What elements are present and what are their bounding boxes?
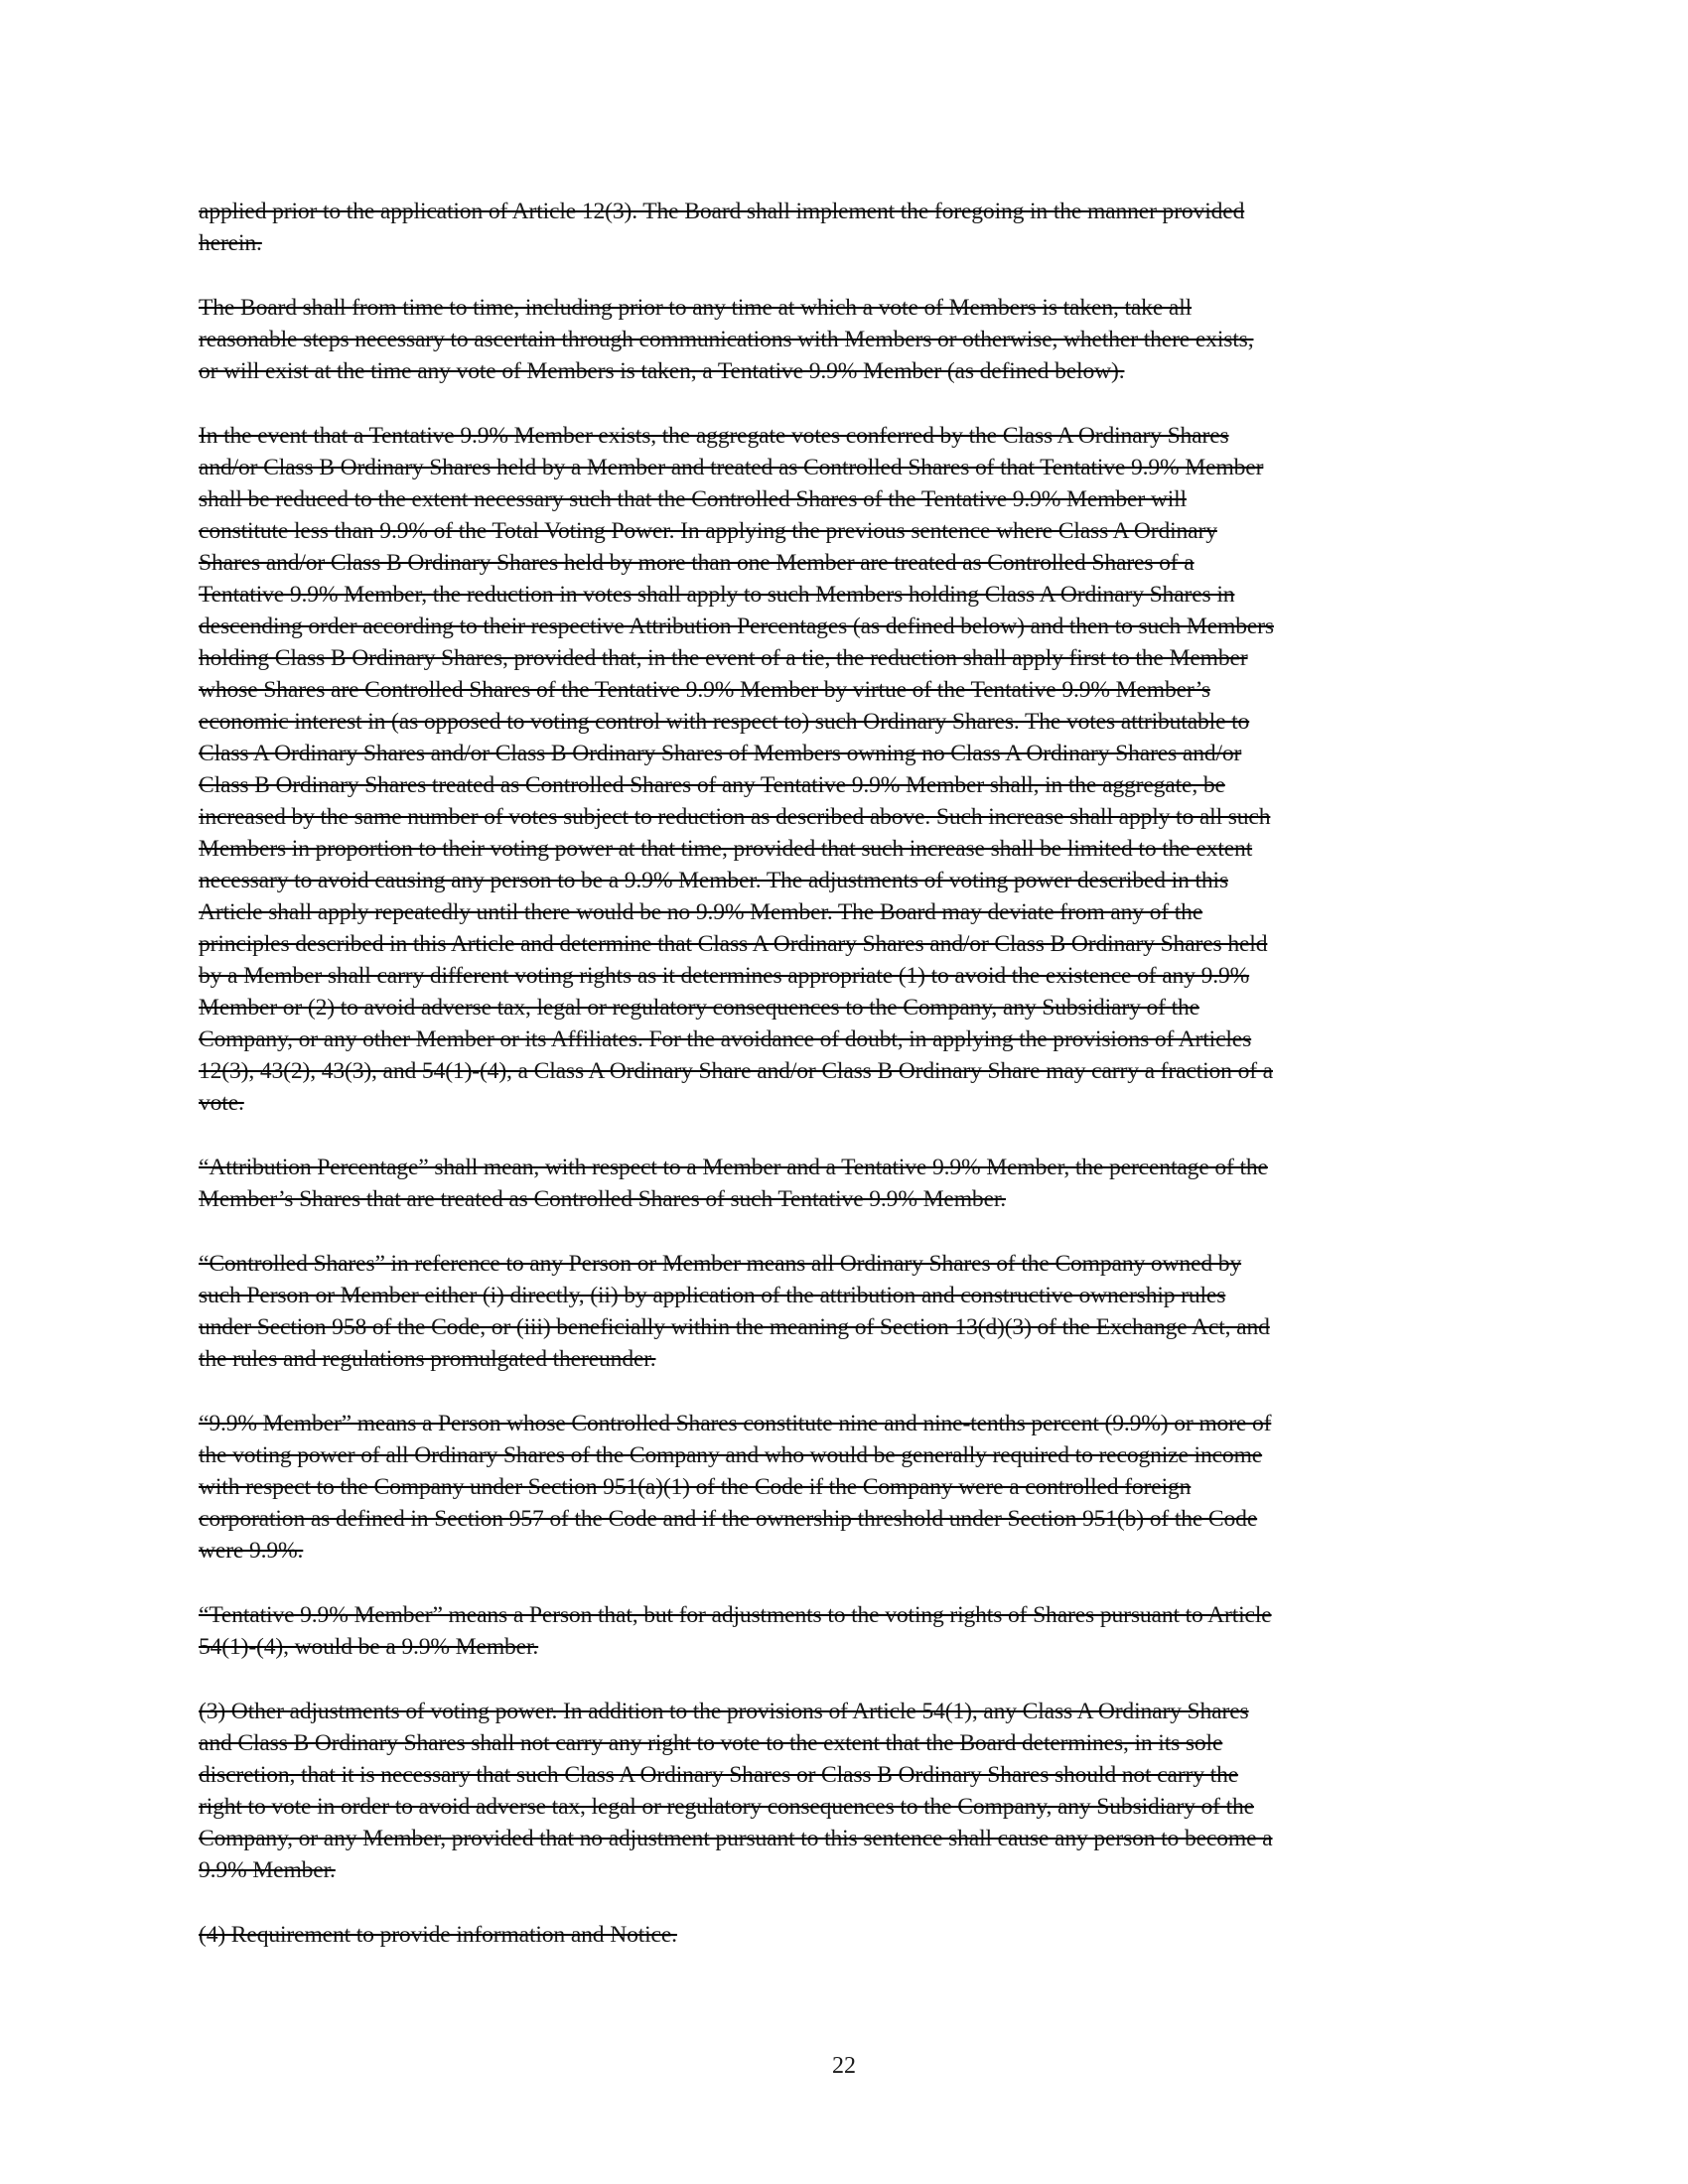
text-line: the voting power of all Ordinary Shares of the Company and who would be generally required to recognize income — [199, 1442, 1263, 1468]
text-line: 12(3), 43(2), 43(3), and 54(1)-(4), a Class A Ordinary Share and/or Class B Ordinary Share may carry a fraction of a — [199, 1058, 1274, 1084]
text-line: Shares and/or Class B Ordinary Shares held by more than one Member are treated as Controlled Shares of a — [199, 550, 1195, 576]
section-heading: (4) Requirement to provide information and Notice. — [199, 1922, 677, 1948]
paragraph-board-shall-ascertain — [199, 292, 1484, 387]
text-line: right to vote in order to avoid adverse tax, legal or regulatory consequences to the Company, any Subsidiary of the — [199, 1794, 1254, 1820]
text-line: holding Class B Ordinary Shares, provided that, in the event of a tie, the reduction shall apply first to the Member — [199, 645, 1248, 671]
text-line: were 9.9%. — [199, 1538, 304, 1564]
text-line: vote. — [199, 1090, 244, 1116]
paragraph-applied-prior — [199, 196, 1484, 259]
text-line: Class B Ordinary Shares treated as Controlled Shares of any Tentative 9.9% Member shall, in the aggregate, be — [199, 772, 1225, 798]
page-number: 22 — [832, 2053, 856, 2079]
text-line: “Controlled Shares” in reference to any Person or Member means all Ordinary Shares of the Company owned by — [199, 1251, 1242, 1277]
text-line: and Class B Ordinary Shares shall not carry any right to vote to the extent that the Board determines, in its sole — [199, 1730, 1223, 1756]
text-line: discretion, that it is necessary that such Class A Ordinary Shares or Class B Ordinary Shares should not carry the — [199, 1762, 1239, 1788]
text-line: reasonable steps necessary to ascertain through communications with Members or otherwise, whether there exists, — [199, 327, 1254, 352]
text-line: and/or Class B Ordinary Shares held by a Member and treated as Controlled Shares of that Tentative 9.9% Member — [199, 455, 1264, 480]
text-line: herein. — [199, 230, 262, 256]
text-line: Company, or any other Member or its Affiliates. For the avoidance of doubt, in applying the provisions of Articles — [199, 1026, 1252, 1052]
text-line: (3) Other adjustments of voting power. In addition to the provisions of Article 54(1), any Class A Ordinary Shares — [199, 1699, 1249, 1724]
text-line: Company, or any Member, provided that no adjustment pursuant to this sentence shall cause any person to become a — [199, 1826, 1273, 1851]
document-body — [199, 196, 1484, 1983]
text-line: descending order according to their respective Attribution Percentages (as defined below) and then to such Members — [199, 614, 1274, 639]
text-line: 9.9% Member. — [199, 1857, 336, 1883]
text-line: principles described in this Article and determine that Class A Ordinary Shares and/or Class B Ordinary Shares held — [199, 931, 1268, 957]
text-line: 54(1)-(4), would be a 9.9% Member. — [199, 1634, 539, 1660]
definition-controlled-shares — [199, 1248, 1484, 1375]
text-line: Tentative 9.9% Member, the reduction in votes shall apply to such Members holding Class A Ordinary Shares in — [199, 582, 1235, 608]
section-3-other-adjustments — [199, 1696, 1484, 1886]
definition-9-9-member — [199, 1408, 1484, 1567]
text-line: whose Shares are Controlled Shares of the Tentative 9.9% Member by virtue of the Tentative 9.9% Member’s — [199, 677, 1210, 703]
definition-attribution-percentage — [199, 1152, 1484, 1215]
text-line: “Attribution Percentage” shall mean, with respect to a Member and a Tentative 9.9% Member, the percentage of the — [199, 1155, 1268, 1180]
text-line: increased by the same number of votes subject to reduction as described above. Such increase shall apply to all such — [199, 804, 1271, 830]
text-line: economic interest in (as opposed to voting control with respect to) such Ordinary Shares. The votes attributable to — [199, 709, 1250, 735]
text-line: under Section 958 of the Code, or (iii) beneficially within the meaning of Section 13(d)(3) of the Exchange Act, and — [199, 1314, 1270, 1340]
paragraph-tentative-member-exists — [199, 420, 1484, 1119]
text-line: In the event that a Tentative 9.9% Member exists, the aggregate votes conferred by the Class A Ordinary Shares — [199, 423, 1229, 449]
text-line: with respect to the Company under Section 951(a)(1) of the Code if the Company were a controlled foreign — [199, 1474, 1192, 1500]
text-line: by a Member shall carry different voting rights as it determines appropriate (1) to avoid the existence of any 9.9% — [199, 963, 1250, 989]
text-line: corporation as defined in Section 957 of the Code and if the ownership threshold under Section 951(b) of the Code — [199, 1506, 1258, 1532]
text-line: Member’s Shares that are treated as Controlled Shares of such Tentative 9.9% Member. — [199, 1186, 1007, 1212]
definition-tentative-member — [199, 1599, 1484, 1663]
text-line: shall be reduced to the extent necessary such that the Controlled Shares of the Tentative 9.9% Member will — [199, 486, 1187, 512]
text-line: Class A Ordinary Shares and/or Class B Ordinary Shares of Members owning no Class A Ordinary Shares and/or — [199, 741, 1242, 766]
text-line: applied prior to the application of Article 12(3). The Board shall implement the foregoing in the manner provided — [199, 199, 1245, 224]
text-line: necessary to avoid causing any person to be a 9.9% Member. The adjustments of voting power described in this — [199, 868, 1228, 893]
section-4-requirement — [199, 1919, 1484, 1951]
text-line: The Board shall from time to time, including prior to any time at which a vote of Members is taken, take all — [199, 295, 1193, 321]
text-line: the rules and regulations promulgated thereunder. — [199, 1346, 656, 1372]
text-line: Members in proportion to their voting power at that time, provided that such increase shall be limited to the extent — [199, 836, 1253, 862]
text-line: or will exist at the time any vote of Members is taken, a Tentative 9.9% Member (as defined below). — [199, 358, 1125, 384]
text-line: constitute less than 9.9% of the Total Voting Power. In applying the previous sentence where Class A Ordinary — [199, 518, 1217, 544]
text-line: “Tentative 9.9% Member” means a Person that, but for adjustments to the voting rights of Shares pursuant to Article — [199, 1602, 1272, 1628]
text-line: “9.9% Member” means a Person whose Controlled Shares constitute nine and nine-tenths percent (9.9%) or more of — [199, 1411, 1272, 1436]
text-line: such Person or Member either (i) directly, (ii) by application of the attribution and constructive ownership rules — [199, 1283, 1226, 1308]
text-line: Member or (2) to avoid adverse tax, legal or regulatory consequences to the Company, any Subsidiary of the — [199, 995, 1199, 1021]
text-line: Article shall apply repeatedly until there would be no 9.9% Member. The Board may deviate from any of the — [199, 899, 1203, 925]
